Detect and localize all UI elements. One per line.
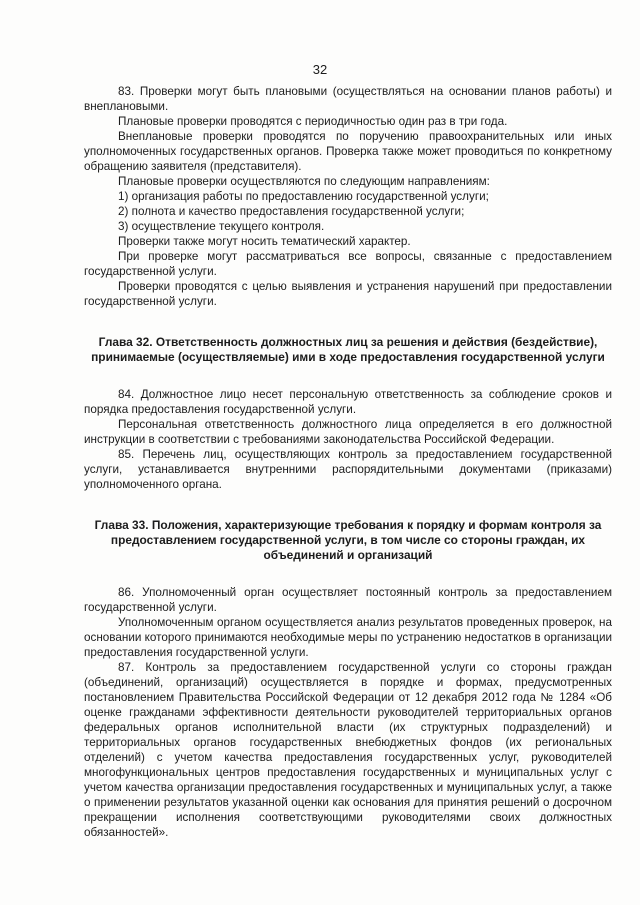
paragraph-unscheduled-checks: Внеплановые проверки проводятся по поручению правоохранительных или иных уполномоченных государственных органов. Проверка также может проводиться по конкретному обращению заявителя (представителя).	[84, 130, 612, 173]
paragraph-83: 83. Проверки могут быть плановыми (осуществляться на основании планов работы) и внеплановыми.	[84, 85, 612, 113]
page-number: 32	[312, 62, 328, 77]
paragraph-85: 85. Перечень лиц, осуществляющих контроль за предоставлением государственной услуги, устанавливается внутренними распорядительными документами (приказами) уполномоченного органа.	[84, 448, 612, 491]
list-item-1: 1) организация работы по предоставлению государственной услуги;	[118, 190, 489, 203]
paragraph-thematic: Проверки также могут носить тематический характер.	[118, 235, 411, 248]
chapter-33-heading: Глава 33. Положения, характеризующие требования к порядку и формам контроля за предоставлением государственной услуги, в том числе со стороны граждан, их объединений и организаций	[94, 518, 602, 562]
paragraph-all-questions: При проверке могут рассматриваться все вопросы, связанные с предоставлением государственной услуги.	[84, 250, 612, 278]
paragraph-directions-intro: Плановые проверки осуществляются по следующим направлениям:	[118, 175, 490, 188]
paragraph-purpose: Проверки проводятся с целью выявления и устранения нарушений при предоставлении государственной услуги.	[84, 280, 612, 308]
list-item-3: 3) осуществление текущего контроля.	[118, 220, 325, 233]
paragraph-personal-responsibility: Персональная ответственность должностного лица определяется в его должностной инструкции в соответствии с требованиями законодательства Российской Федерации.	[84, 418, 612, 446]
paragraph-87: 87. Контроль за предоставлением государственной услуги со стороны граждан (объединений, организаций) осуществляется в порядке и формах, предусмотренных постановлением Правительства Российской Федерации от 12 декабря 2012 года № 1284 «Об оценке гражданами эффективности деятельности руководителей территориальных органов федеральных органов исполнительной власти (их структурных подразделений) и территориальных органов государственных внебюджетных фондов (их региональных отделений) с учетом качества предоставления государственных услуг, руководителей многофункциональных центров предоставления государственных и муниципальных услуг с учетом качества организации предоставления государственных и муниципальных услуг, а также о применении результатов указанной оценки как основания для принятия решений о досрочном прекращении исполнения соответствующими руководителями своих должностных обязанностей».	[84, 661, 612, 839]
document-body	[84, 84, 612, 840]
paragraph-84: 84. Должностное лицо несет персональную ответственность за соблюдение сроков и порядка предоставления государственной услуги.	[84, 388, 612, 416]
paragraph-analysis: Уполномоченным органом осуществляется анализ результатов проведенных проверок, на основании которого принимаются необходимые меры по устранению недостатков в организации предоставления государственной услуги.	[84, 616, 612, 659]
paragraph-86: 86. Уполномоченный орган осуществляет постоянный контроль за предоставлением государственной услуги.	[84, 586, 612, 614]
paragraph-planned-frequency: Плановые проверки проводятся с периодичностью один раз в три года.	[118, 115, 508, 128]
chapter-32-heading: Глава 32. Ответственность должностных лиц за решения и действия (бездействие), принимаемые (осуществляемые) ими в ходе предоставления государственной услуги	[91, 335, 605, 364]
list-item-2: 2) полнота и качество предоставления государственной услуги;	[118, 205, 465, 218]
